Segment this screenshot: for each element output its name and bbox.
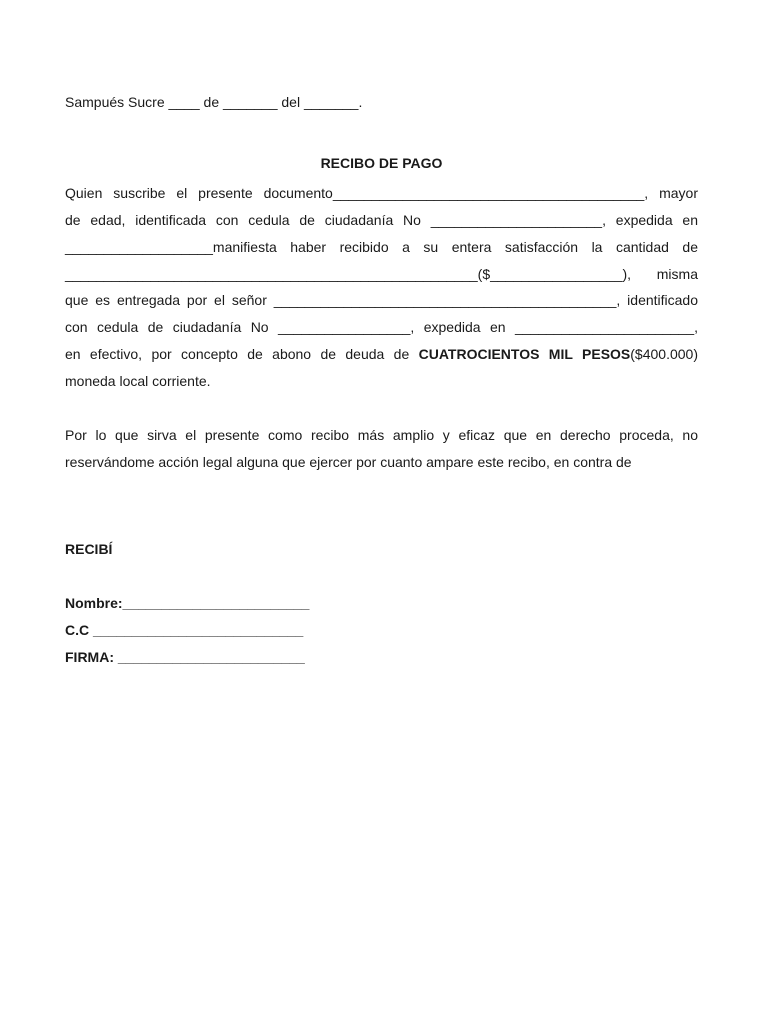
body-line-1: Quien suscribe el presente documento________________________________________, mayor: [65, 185, 698, 201]
date-line: Sampués Sucre ____ de _______ del _______.: [65, 94, 363, 110]
name-field-line: Nombre:________________________: [65, 595, 310, 611]
body-line-6: con cedula de ciudadanía No _________________, expedida en _______________________,: [65, 319, 698, 335]
cc-field-line: C.C ___________________________: [65, 622, 304, 638]
closing-line-1: Por lo que sirva el presente como recibo más amplio y eficaz que en derecho proceda, no: [65, 427, 698, 443]
closing-line-2: reservándome acción legal alguna que ejercer por cuanto ampare este recibo, en contra de: [65, 454, 632, 470]
body-line-4: [65, 265, 698, 283]
body-line-5: que es entregada por el señor ____________________________________________, identificado: [65, 292, 698, 308]
signature-heading: RECIBÍ: [65, 541, 113, 557]
firma-field-line: FIRMA: ________________________: [65, 649, 305, 665]
body-line-4-blanks: _____________________________________________________($_________________),: [65, 266, 632, 282]
body-line-4-word: misma: [656, 266, 698, 282]
amount-in-words: CUATROCIENTOS MIL PESOS: [418, 346, 631, 362]
amount-in-numbers: ($400.000): [630, 346, 698, 362]
body-line-7-text: en efectivo, por concepto de abono de deuda de: [65, 346, 419, 362]
body-line-3: ___________________manifiesta haber recibido a su entera satisfacción la cantidad de: [65, 239, 698, 255]
document-title: RECIBO DE PAGO: [320, 155, 443, 171]
body-line-8: moneda local corriente.: [65, 373, 211, 389]
body-line-7: [65, 345, 698, 363]
body-line-2: de edad, identificada con cedula de ciudadanía No ______________________, expedida en: [65, 212, 698, 228]
